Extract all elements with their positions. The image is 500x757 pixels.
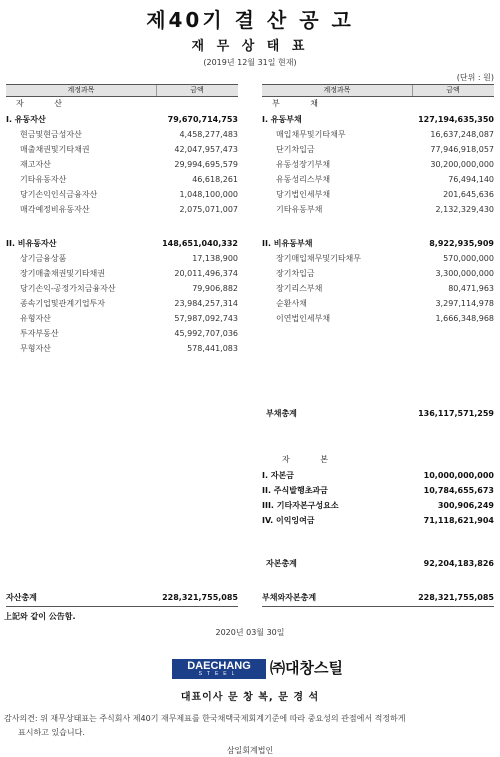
assets-panel [6, 84, 238, 608]
amount-header: 금액 [446, 86, 460, 94]
asset-item-row: 매출채권및기타채권 42,047,957,473 [20, 145, 238, 154]
liability-item-row: 유동성장기부채 30,200,000,000 [276, 160, 494, 169]
account-header: 계정과목 [323, 86, 351, 94]
company-name: ㈜대창스틸 [270, 659, 343, 677]
liability-item-row: 당기법인세부채 201,645,636 [276, 190, 494, 199]
noncurrent-assets-row: II. 비유동자산 148,651,040,332 [6, 239, 238, 248]
asset-item-row: 현금및현금성자산 4,458,277,483 [20, 130, 238, 139]
asset-item-row: 상기금융상품 17,138,900 [20, 254, 238, 263]
assets-section-label: 자 산 [16, 99, 76, 108]
statement-date: (2019년 12월 31일 현재) [203, 58, 297, 67]
asset-item-row: 장기매출채권및기타채권 20,011,496,374 [20, 269, 238, 278]
notice-statement: 上記와 같이 公告함. [4, 612, 76, 621]
liability-item-row: 장기매입채무및기타채무 570,000,000 [276, 254, 494, 263]
total-liabilities-row: 부채총계 136,117,571,259 [266, 409, 494, 418]
liability-item-row: 이연법인세부채 1,666,348,968 [276, 314, 494, 323]
asset-item-row: 매각예정비유동자산 2,075,071,007 [20, 205, 238, 214]
liability-item-row: 유동성리스부채 76,494,140 [276, 175, 494, 184]
asset-item-row: 투자부동산 45,992,707,036 [20, 329, 238, 338]
ceo-names: 대표이사 문 창 복, 문 경 석 [180, 692, 320, 703]
total-liabilities-equity-row: 부채와자본총계 228,321,755,085 [262, 593, 494, 602]
equity-item-row: IV. 이익잉여금 71,118,621,904 [262, 516, 494, 525]
asset-item-row: 당기손익-공정가치금융자산 79,906,882 [20, 284, 238, 293]
liability-item-row: 장기리스부채 80,471,963 [276, 284, 494, 293]
liability-item-row: 매입채무및기타채무 16,637,248,087 [276, 130, 494, 139]
company-logo: DAECHANG STEEL [172, 659, 266, 679]
liability-item-row: 단기차입금 77,946,918,057 [276, 145, 494, 154]
total-equity-row: 자본총계 92,204,183,826 [266, 559, 494, 568]
notice-title: 제40기 결 산 공 고 [146, 8, 354, 32]
unit-label: (단위 : 원) [456, 73, 494, 82]
audit-opinion-line: 감사의견: 위 재무상태표는 주식회사 제40기 재무제표를 한국채택국제회계기준에 따라 중요성의 관점에서 적정하게 [4, 714, 406, 723]
assets-total-divider [6, 606, 238, 607]
liabilities-equity-panel [262, 84, 494, 608]
liabilities-total-divider [262, 606, 494, 607]
audit-opinion [4, 712, 494, 740]
asset-item-row: 종속기업및관계기업투자 23,984,257,314 [20, 299, 238, 308]
current-liabilities-row: I. 유동부채 127,194,635,350 [262, 115, 494, 124]
asset-item-row: 재고자산 29,994,695,579 [20, 160, 238, 169]
equity-item-row: III. 기타자본구성요소 300,906,249 [262, 501, 494, 510]
auditor-name: 삼일회계법인 [226, 746, 274, 755]
liability-item-row: 장기차입금 3,300,000,000 [276, 269, 494, 278]
current-assets-row: I. 유동자산 79,670,714,753 [6, 115, 238, 124]
amount-header: 금액 [190, 86, 204, 94]
equity-item-row: I. 자본금 10,000,000,000 [262, 471, 494, 480]
audit-opinion-line: 표시하고 있습니다. [18, 728, 85, 737]
asset-item-row: 유형자산 57,987,092,743 [20, 314, 238, 323]
total-assets-row: 자산총계 228,321,755,085 [6, 593, 238, 602]
publish-date: 2020년 03월 30일 [215, 628, 285, 637]
noncurrent-liabilities-row: II. 비유동부채 8,922,935,909 [262, 239, 494, 248]
asset-item-row: 무형자산 578,441,083 [20, 344, 238, 353]
account-header: 계정과목 [67, 86, 95, 94]
assets-table-header [6, 84, 238, 97]
asset-item-row: 기타유동자산 46,618,261 [20, 175, 238, 184]
liabilities-section-label: 부 채 [272, 99, 332, 108]
liabilities-table-header [262, 84, 494, 97]
equity-item-row: II. 주식발행초과금 10,784,655,673 [262, 486, 494, 495]
equity-section-label: 자 본 [282, 455, 342, 464]
statement-title: 재 무 상 태 표 [191, 39, 309, 54]
liability-item-row: 기타유동부채 2,132,329,430 [276, 205, 494, 214]
asset-item-row: 당기손익인식금융자산 1,048,100,000 [20, 190, 238, 199]
liability-item-row: 순환사채 3,297,114,978 [276, 299, 494, 308]
